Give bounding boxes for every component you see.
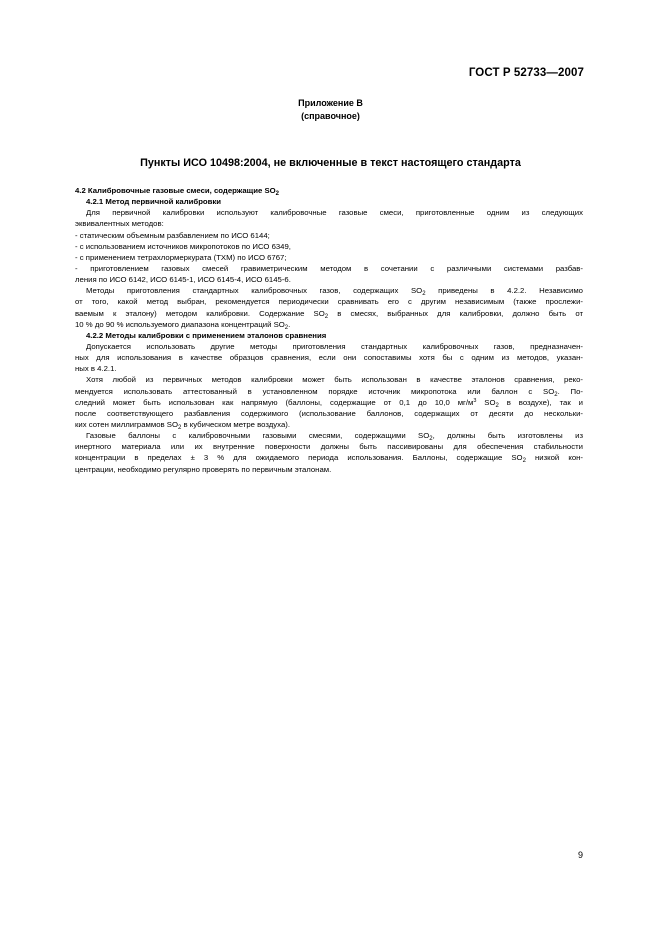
subscript: 2 bbox=[275, 191, 279, 197]
list-item: - приготовлением газовых смесей гравиметрическим методом в сочетании с различными системами разбав- bbox=[75, 263, 583, 273]
paragraph-line: Методы приготовления стандартных калибровочных газов, содержащих $SO_2$ приведены в 4.2.2. Независимо bbox=[86, 286, 583, 298]
paragraph-line: Хотя любой из первичных методов калибровки может быть использован в качестве эталонов сравнения, реко- bbox=[86, 375, 583, 385]
list-item: - с применением тетрахлормеркурата (ТХМ) по ИСО 6767; bbox=[75, 252, 287, 262]
subscript: 2 bbox=[429, 436, 433, 443]
paragraph-line: Допускается использовать другие методы приготовления стандартных калибровочных газов, предназначен- bbox=[86, 341, 583, 351]
section-4-2-2-heading: 4.2.2 Методы калибровки с применением эталонов сравнения bbox=[86, 330, 327, 340]
paragraph-line: инертного материала или их внутренние поверхности должны быть пассивированы для обеспечения стабильности bbox=[75, 442, 583, 452]
subscript: 2 bbox=[324, 313, 329, 320]
paragraph-line: следний может быть использован как напрямую (баллоны, содержащие от 0,1 до 10,0 $мг/м^3$ $SO_2$ в воздухе), так и bbox=[75, 397, 583, 409]
subscript: 2 bbox=[495, 402, 499, 409]
paragraph-line: эквивалентных методов: bbox=[75, 219, 164, 229]
list-item: - с использованием источников микропотоков по ИСО 6349, bbox=[75, 241, 291, 251]
paragraph-line: 10 % до 90 % используемого диапазона концентраций $SO_2$. bbox=[75, 319, 291, 331]
document-code: ГОСТ Р 52733—2007 bbox=[468, 67, 584, 79]
paragraph-line: ных в 4.2.1. bbox=[75, 364, 117, 374]
paragraph-line: ких сотен миллиграммов $SO_2$ в кубическом метре воздуха). bbox=[75, 419, 291, 431]
paragraph-line: центрации, необходимо регулярно проверять по первичным эталонам. bbox=[75, 464, 332, 474]
subscript: 2 bbox=[522, 458, 526, 465]
document-body bbox=[75, 185, 583, 475]
appendix-heading bbox=[0, 97, 661, 123]
paragraph-line: ваемым к эталону) методом калибровки. Содержание $SO_2$ в смесях, выбранных для калибровки, должно быть от bbox=[75, 308, 584, 320]
subscript: 2 bbox=[422, 291, 426, 298]
page-number: 9 bbox=[577, 850, 583, 860]
main-title: Пункты ИСО 10498:2004, не включенные в текст настоящего стандарта bbox=[140, 157, 521, 169]
list-item: - статическим объемным разбавлением по ИСО 6144; bbox=[75, 230, 270, 240]
section-4-2-text: 4.2 Калибровочные газовые смеси, содержащие SO bbox=[75, 186, 276, 195]
subscript: 2 bbox=[554, 391, 558, 398]
subscript: 2 bbox=[177, 424, 182, 431]
paragraph-line: Для первичной калибровки используют калибровочные газовые смеси, приготовленные одним из следующих bbox=[86, 208, 583, 218]
section-4-2-heading bbox=[75, 185, 583, 196]
paragraph-line: ных для использования в качестве образцов сравнения, если они сопоставимы хотя бы с одним из методов, указан- bbox=[75, 353, 583, 363]
appendix-subtitle: (справочное) bbox=[301, 111, 360, 121]
paragraph-line: от того, какой метод выбран, рекомендуется периодически сравнивать его с другим независимым (также прослежи- bbox=[75, 297, 583, 307]
subscript: 2 bbox=[284, 324, 289, 331]
list-item: ления по ИСО 6142, ИСО 6145-1, ИСО 6145-4, ИСО 6145-6. bbox=[75, 275, 291, 285]
superscript: 3 bbox=[473, 397, 477, 404]
paragraph-line: Газовые баллоны с калибровочными газовыми смесями, содержащими $SO_2$, должны быть изготовлены из bbox=[86, 431, 583, 443]
section-4-2-1-heading: 4.2.1 Метод первичной калибровки bbox=[86, 197, 222, 207]
paragraph-line: концентрации в пределах ± 3 % для ожидаемого периода использования. Баллоны, содержащие $SO_2$ низкой кон- bbox=[75, 453, 583, 465]
paragraph-line: мендуется использовать аттестованный в установленном порядке источник микропотока или баллон с $SO_2$. По- bbox=[75, 386, 583, 398]
appendix-title: Приложение В bbox=[298, 98, 363, 108]
paragraph-line: после соответствующего разбавления содержимого (использование баллонов, содержащих от десяти до нескольки- bbox=[75, 408, 583, 418]
